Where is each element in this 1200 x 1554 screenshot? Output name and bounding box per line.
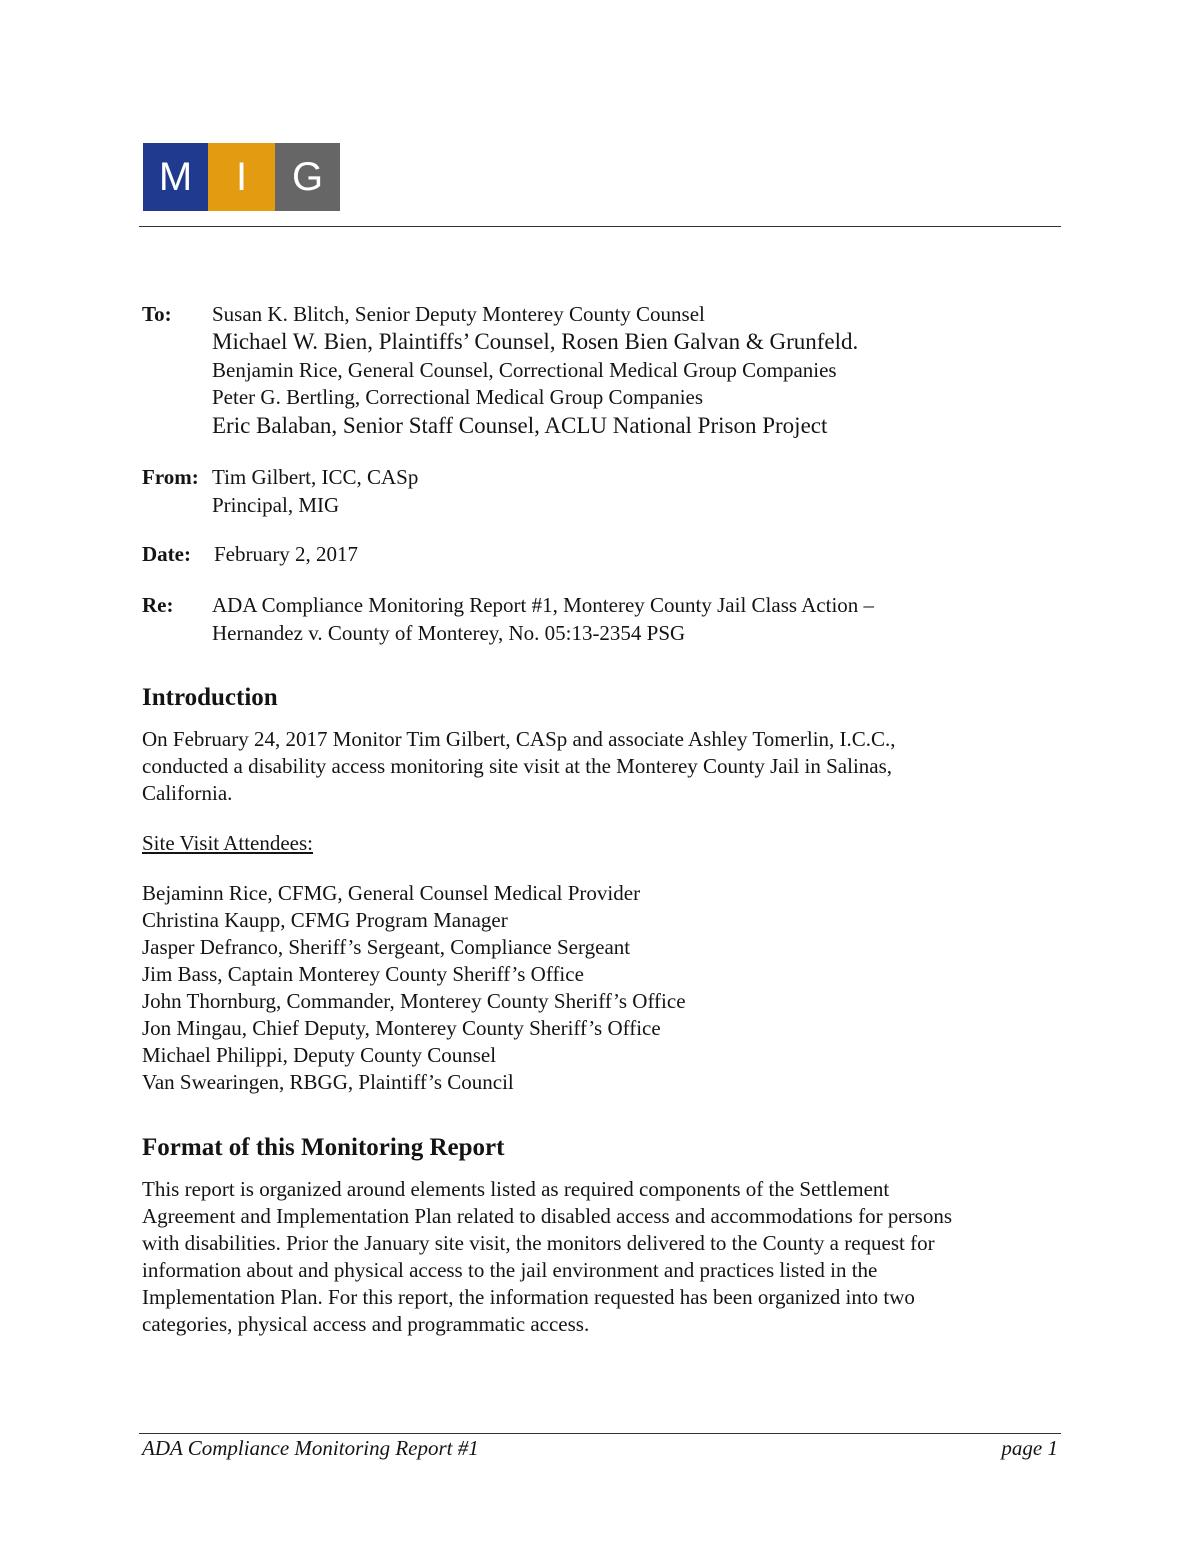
mig-logo	[143, 143, 340, 211]
attendee: Jim Bass, Captain Monterey County Sheriff’s Office	[142, 962, 584, 986]
to-recipient: Michael W. Bien, Plaintiffs’ Counsel, Rosen Bien Galvan & Grunfeld.	[212, 329, 859, 354]
logo-letter-m: M	[143, 143, 208, 211]
from-line: Tim Gilbert, ICC, CASp	[212, 465, 419, 489]
format-heading: Format of this Monitoring Report	[142, 1134, 505, 1161]
re-line: Hernandez v. County of Monterey, No. 05:13-2354 PSG	[212, 621, 686, 645]
to-recipient: Peter G. Bertling, Correctional Medical Group Companies	[212, 385, 704, 409]
attendees-list	[142, 880, 1062, 1096]
to-recipient: Benjamin Rice, General Counsel, Correctional Medical Group Companies	[212, 358, 837, 382]
logo-letter-g: G	[275, 143, 340, 211]
header-divider	[139, 226, 1061, 227]
paragraph-line: information about and physical access to the jail environment and practices listed in the	[142, 1258, 878, 1282]
footer-divider	[139, 1433, 1061, 1434]
attendee: Jasper Defranco, Sheriff’s Sergeant, Compliance Sergeant	[142, 935, 631, 959]
footer-title: ADA Compliance Monitoring Report #1	[142, 1436, 479, 1460]
introduction-heading: Introduction	[142, 684, 278, 711]
paragraph-line: California.	[142, 781, 233, 805]
from-label: From:	[142, 465, 199, 489]
date-label: Date:	[142, 542, 191, 566]
paragraph-line: Implementation Plan. For this report, the information requested has been organized into two	[142, 1285, 915, 1309]
attendee: John Thornburg, Commander, Monterey County Sheriff’s Office	[142, 989, 686, 1013]
attendee: Michael Philippi, Deputy County Counsel	[142, 1043, 497, 1067]
attendee: Bejaminn Rice, CFMG, General Counsel Medical Provider	[142, 881, 641, 905]
re-line: ADA Compliance Monitoring Report #1, Monterey County Jail Class Action –	[212, 593, 875, 617]
to-label: To:	[142, 302, 172, 326]
paragraph-line: On February 24, 2017 Monitor Tim Gilbert, CASp and associate Ashley Tomerlin, I.C.C.,	[142, 727, 896, 751]
introduction-paragraph	[142, 726, 1062, 807]
date-value: February 2, 2017	[214, 542, 359, 566]
paragraph-line: categories, physical access and programmatic access.	[142, 1312, 590, 1336]
attendee: Van Swearingen, RBGG, Plaintiff’s Council	[142, 1070, 514, 1094]
attendees-label: Site Visit Attendees:	[142, 831, 314, 855]
attendee: Christina Kaupp, CFMG Program Manager	[142, 908, 508, 932]
paragraph-line: with disabilities. Prior the January site visit, the monitors delivered to the County a request for	[142, 1231, 935, 1255]
to-recipient: Eric Balaban, Senior Staff Counsel, ACLU National Prison Project	[212, 413, 828, 438]
format-paragraph	[142, 1176, 1062, 1338]
paragraph-line: Agreement and Implementation Plan related to disabled access and accommodations for persons	[142, 1204, 952, 1228]
logo-letter-i: I	[208, 143, 275, 211]
page-number: page 1	[1001, 1436, 1058, 1460]
from-line: Principal, MIG	[212, 493, 340, 517]
re-label: Re:	[142, 593, 174, 617]
paragraph-line: This report is organized around elements listed as required components of the Settlement	[142, 1177, 890, 1201]
attendee: Jon Mingau, Chief Deputy, Monterey County Sheriff’s Office	[142, 1016, 661, 1040]
paragraph-line: conducted a disability access monitoring site visit at the Monterey County Jail in Salinas,	[142, 754, 893, 778]
to-recipient: Susan K. Blitch, Senior Deputy Monterey County Counsel	[212, 302, 705, 326]
